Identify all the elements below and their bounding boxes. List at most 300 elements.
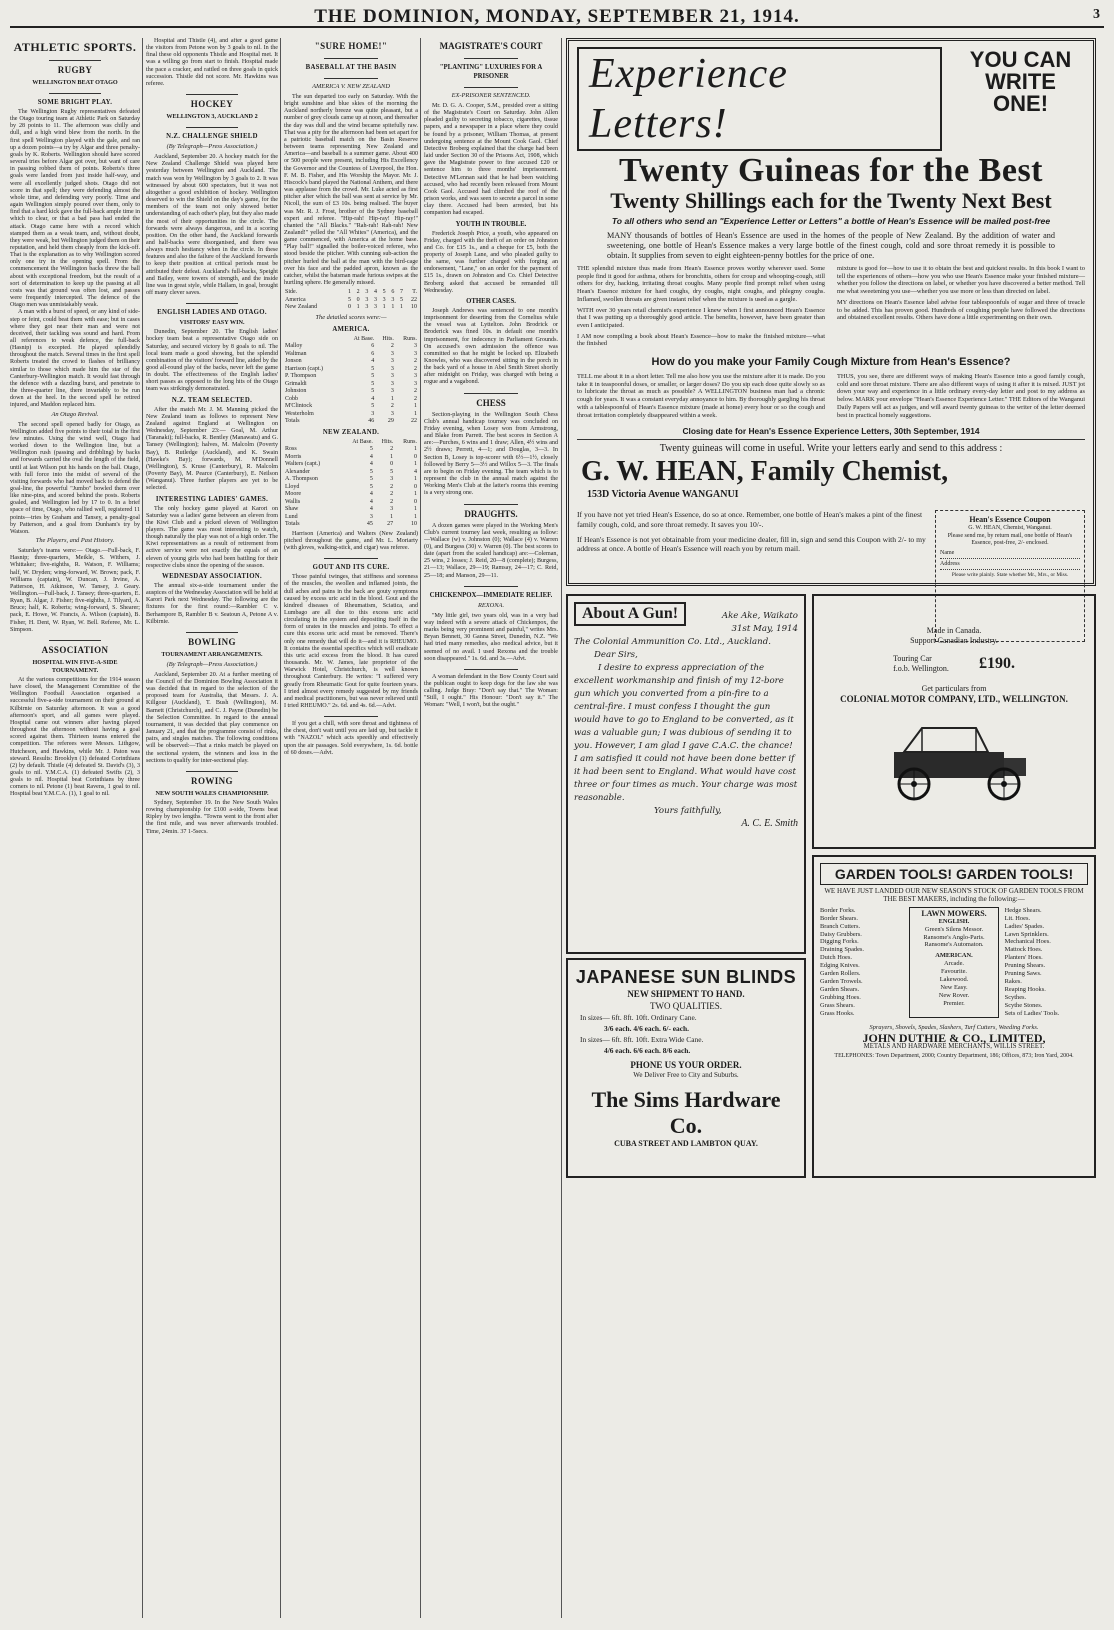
table-row [284,381,418,389]
list-item: Ladies' Spades. [1004,922,1045,930]
table-cell: Ross [285,446,297,453]
article-paragraph: The annual six-a-side tournament under the auspices of the Wednesday Association will be held at Karori Park next Wednesday. The following are the fixtures for the first round:—Rambler C v. Berhampore B, Rambler B v. Seatoun A, Petone A v. Kilbirnie. [146,582,278,625]
table-cell: 5 [369,446,373,453]
table-cell: 1 [391,304,395,311]
court-kicker: EX-PRISONER SENTENCED. [451,92,531,99]
association-heading: ASSOCIATION [41,644,109,655]
price-row: In sizes— 6ft. 8ft. 10ft. Extra Wide Cane. [580,1035,704,1044]
list-item: Sets of Ladies' Tools. [1004,1009,1060,1017]
article-paragraph: Mr. D. G. A. Cooper, S.M., presided over a sitting of the Magistrate's Court on Saturday. John Allen pleaded guilty to secreting tobacco, cigarettes, tissue papers, and a newspaper in a place where they could be found by a prisoner, William Thomas, at present undergoing sentence at the Mount Cook Gaol. Chief Detective Broberg explained that the charge had been laid under Section 30 of the Prisons Act, 1908, which gave the Magistrate power to fine accused £20 or sentence him to three months' imprisonment. Detective M'Lennan said that he had been watching accused, who had recently been released from Mount Cook Gaol. Accused had climbed the roof of the prison works, and was seen to secrete a parcel in some clay there. Accused had been arrested, but his companion had escaped. [424,103,558,217]
car-price: £190. [978,655,1015,672]
baseball-headline: "SURE HOME!" [314,41,388,51]
nz-team-heading: N.Z. TEAM SELECTED. [171,396,253,404]
table-cell: 2 [390,343,394,350]
list-item: Reaping Hooks. [1004,985,1046,993]
list-item: New Rover. [938,991,970,999]
ad-callout: PHONE US YOUR ORDER. [630,1060,742,1070]
table-cell: 0 [414,453,417,460]
list-item: Dutch Hoes. [820,954,852,962]
table-cell: 5 [371,373,375,380]
ad-headline: JAPANESE SUN BLINDS [575,967,797,987]
rowing-subheading: NEW SOUTH WALES CHAMPIONSHIP. [155,789,269,797]
ad-instruction: Twenty guineas will come in useful. Write your letters early and send to this address : [659,443,1003,455]
article-paragraph: Hospital and Thistle (4), and after a good game the visitors from Petone won by 3 goals to nil. In the final these old opponents Thistle and Hospital met. It was a willing go from start to finish. Hospital made the pace a cracker, and rattled on three goals in quick succession. Thistle did not score. Mr. Hawkins was referee. [146,38,278,87]
list-item: Mattock Hoes. [1004,946,1043,954]
article-paragraph: Harrison (America) and Walters (New Zealand) pitched throughout the game, and Mr. L. Moriarty (with gloves, walking-stick, and cigar) was referee. [284,530,418,552]
advertiser-name: The Sims Hardware Co. [591,1087,781,1138]
table-row [284,373,418,381]
ad-callout: YOU CAN [969,47,1072,72]
list-item: Lit. Hoes. [1004,914,1031,922]
list-item: Lawn Sprinklers. [1004,930,1049,938]
table-cell: 3 [390,350,394,357]
table-cell: Lloyd [285,483,300,490]
table-cell: 1 [390,453,394,460]
bowling-heading: BOWLING [188,636,236,647]
list-item: Branch Cutters. [820,922,861,930]
article-paragraph: Joseph Andrews was sentenced to one month's imprisonment for deserting from the Cornelius while the vessel was at Lyttelton. John Brodrick or Broderick was fined 10s. in default one month's imprisonment, for indecency in Parliament Grounds. On accused's own admission the offence was committed so that he might be locked up. Elizabeth Knowles, who was discovered sitting in the porch in the back yard of a house in Abel Smith Street shortly after midnight on Friday, was charged with being a rogue and a vagabond. [424,307,558,386]
ad-line: We Deliver Free to City and Suburbs. [633,1071,739,1079]
gout-heading: GOUT AND ITS CURE. [312,564,390,572]
table-cell: 1 [414,506,417,513]
article-paragraph: The only hockey game played at Karori on Saturday was a ladies' game between an eleven from the Kiwi Club and a picked eleven of Wellington players. The game was most interesting to watch, though naturally the play was not of a high order. The Kiwi representatives as a result of retirement from active service were not exactly the equals of an eleven of young girls who had been battling for their respective clubs since the opening of the season. [146,505,278,569]
table-cell: 1 [390,395,394,402]
article-paragraph: Auckland, September 20. At a further meeting of the Council of the Dominion Bowling Association it was decided that in regard to the selection of the proposed team for Australia, that Messrs. J. A. Killgour (Auckland), T. Bush (Wellington), M. Barnett (Christchurch), and C. J. Payne (Dunedin) be the Selection Committee. In regard to the annual tournament, it was decided that play commence on January 21, and that the programme consist of rinks, pairs, and singles matches. The following conditions will be observed:—That a rinks match be played on the sectional system, the winners and loss in the sections to qualify for inter-sectional play. [146,671,278,764]
list-item: Ransome's Automaton. [924,941,984,949]
ad-paragraph: TELL me about it in a short letter. Tell me also how you use the mixture after it is made. Do you take it in teaspoonful doses, or smaller, or larger doses? Do you sip each dose quite slowly so as to lubricate the throat as much as possible? A WELLINGTON business man had a chronic cough for years. It was a constant everyday annoyance to him. By thoroughly gargling his throat with a tablespoonful of Hean's Essence mixture (made at home) every hour or so the cough and throat irritation completely disappeared within a week. [577,373,825,419]
table-cell: 5 [371,380,375,387]
table-header: 1 [347,289,351,296]
advertiser-address: 153D Victoria Avenue WANGANUI [587,489,739,501]
table-cell: 6 [371,350,375,357]
list-item: Border Shears. [820,914,858,922]
table-cell: 3 [414,373,417,380]
mowers-american-heading: AMERICAN. [935,952,973,960]
nz-heading: NEW ZEALAND. [322,428,380,436]
table-cell: 2 [390,498,394,505]
section-heading: ATHLETIC SPORTS. [13,40,137,54]
table-cell: 1 [382,304,386,311]
table-cell: 2 [390,491,394,498]
chess-heading: CHESS [476,397,506,408]
table-row [284,304,418,312]
nz-batting-table [284,439,418,529]
table-row [284,366,418,374]
chickenpox-subheading: REXONA. [477,601,505,609]
list-item: Grubbing Hoes. [820,993,861,1001]
table-cell: 2 [390,483,394,490]
table-cell: 2 [390,446,394,453]
mowers-english-heading: ENGLISH. [938,917,970,925]
letter-signature: A. C. E. Smith [741,818,798,829]
ad-callout: WRITE ONE! [985,69,1056,116]
list-item: Border Forks. [820,906,856,914]
table-row [284,521,418,529]
letter-closing: Yours faithfully, [654,806,722,816]
table-cell: Cobb [285,395,299,402]
coupon-body: Please send me, by return mail, one bottle of Hean's Essence, post-free, 2/- enclosed. [947,532,1073,547]
article-paragraph: Dunedin, September 20. The English ladies' hockey team beat a representative Otago side on Saturday, and secured victory by 8 goals to nil. The local team made a good showing, but the splendid combination of the visitors' forward line, aided by the good all-round play of the backs, never left the game in doubt. The effectiveness of the English ladies' short passes as opposed to the long hits of the Otago team was strikingly demonstrated. [146,329,278,393]
ad-headline: Experience Letters! [577,47,942,151]
ad-lead-paragraph: MANY thousands of bottles of Hean's Essence are used in the homes of the people of New Zealand. By the addition of water and sweetening, one bottle of Hean's Essence makes a very large bottle of the finest cough, cold and sore throat remedy it is possible to obtain. It supplies from seven to eight eighteen-penny bottles for the price of one. [607,231,1055,260]
table-header: 5 [382,289,386,296]
table-row [284,461,418,469]
article-paragraph: Frederick Joseph Price, a youth, who appeared on Friday, charged with the theft of an order on Johnston and Co. for £15 1s., and a cheque for £5, both the property of Joseph Lane, and who pleaded guilty to the same, was further charged with forging an endorsement, "Lane," on an order for the payment of £15 1s., drawn on Johnston and Co. Chief Detective Broberg asked that accused be remanded till Wednesday. [424,230,558,294]
ad-subheading: WE HAVE JUST LANDED OUR NEW SEASON'S STOCK OF GARDEN TOOLS FROM THE BEST MAKERS, including the following:— [824,887,1084,903]
advertiser-name: JOHN DUTHIE & CO., LIMITED, [862,1031,1046,1046]
table-cell: 1 [414,446,417,453]
table-cell: 45 [366,521,373,528]
table-cell: 1 [414,410,417,417]
coupon-title: Hean's Essence Coupon [969,515,1051,525]
table-cell: 4 [369,506,373,513]
ad-qualities: TWO QUALITIES. [650,1001,722,1011]
table-cell: 27 [387,521,394,528]
advertiser-description: METALS AND HARDWARE MERCHANTS, WILLIS STREET. [863,1043,1045,1051]
list-item: Garden Rollers. [820,970,861,978]
sun-blinds-advertisement [566,958,806,1178]
coupon-address-label: Address [940,560,960,567]
list-item: Arcade. [943,960,965,968]
table-cell: 3 [365,304,369,311]
table-cell: 3 [390,358,394,365]
ladies-subheading: VISITORS' EASY WIN. [179,319,245,327]
list-item: Digging Forks. [820,938,859,946]
table-row [284,388,418,396]
ad-line: Support Canadian Industry. [910,636,998,645]
table-header [284,439,340,447]
list-item: Daisy Grubbers. [820,930,862,938]
table-row [284,358,418,366]
table-cell: Alexander [285,468,310,475]
table-header: 2 [356,289,360,296]
advertorial-paragraph: "My little girl, two years old, was in a very bad way indeed with a severe attack of Chickenpox, the marks being very prominent and painful," writes Mrs. Bryan Bennett, 30 Ganna Street, Dunedin, N.Z. "We had tried many remedies, also medical advice, but it seemed of no avail. I used Rexona and the trouble soon disappeared." 1s. 6d. and 3s.—Advt. [424,612,558,662]
table-header: 3 [365,289,369,296]
table-cell: 5 [347,296,351,303]
ad-paragraph: WITH over 30 years retail chemist's experience I knew when I first announced Hean's Essence that I was putting up a thoroughly good article. The benefits, however, have been greater than even I anticipated. [577,306,825,329]
otago-subheading: An Otago Revival. [51,410,99,418]
america-batting-table [284,336,418,426]
coupon-address-field[interactable] [940,561,1080,570]
hean-essence-advertisement [566,38,1096,586]
letter-date: 31st May, 1914 [731,624,798,634]
table-row [284,403,418,411]
table-cell: 1 [400,304,404,311]
table-header: 7 [400,289,404,296]
lawn-mowers-box [909,907,998,1018]
ad-paragraph: If you have not yet tried Hean's Essence, do so at once. Remember, one bottle of Hean's makes a pint of the finest family cough, cold, and sore throat remedy. It saves you 10/-. [577,510,923,529]
list-item: Favourite. [940,968,968,976]
table-row [284,297,418,305]
table-cell: Jonson [285,358,302,365]
table-cell: 4 [414,468,417,475]
ad-headline: GARDEN TOOLS! GARDEN TOOLS! [820,863,1088,885]
table-cell: 1 [414,476,417,483]
column-hockey [146,38,278,1618]
table-cell: 3 [390,373,394,380]
baseball-kicker: AMERICA V. NEW ZEALAND [312,83,390,90]
table-cell: 10 [411,521,417,528]
list-item: Ransome's Anglo-Paris. [923,933,985,941]
mowers-american-list [912,960,995,1007]
list-item: Pruning Shears. [1004,962,1046,970]
coupon-name-field[interactable] [940,550,1080,559]
table-row [284,476,418,484]
table-cell: 3 [369,513,373,520]
column-court [424,38,558,1618]
table-cell: 29 [387,418,394,425]
list-item: Lakewood. [939,976,969,984]
table-cell: 22 [411,296,417,303]
table-cell: Wallis [285,498,301,505]
car-model: Touring Car [893,654,932,663]
table-row [284,469,418,477]
list-item: Planters' Hoes. [1004,954,1043,962]
advertiser-address: CUBA STREET AND LAMBTON QUAY. [614,1139,758,1148]
letter-salutation: Dear Sirs, [594,650,638,660]
table-cell: Westerholm [285,410,314,417]
table-cell: 2 [414,395,417,402]
hockey-heading: HOCKEY [190,99,234,110]
table-header: Side. [285,289,298,296]
table-cell: 4 [369,498,373,505]
table-cell: 0 [390,461,394,468]
column-divider [420,38,421,1618]
article-paragraph: A dozen games were played in the Working Men's Club's current tourney last week, resulting as follow:—Wallace (w) v. Johnston (0); Wallace (4) v. Warren (0), and Burgess (30) v. Warren (0). The best scores to date (apart from the scaled handicap) are:—Coleman, 25 wins, 2 losses; J. Reid, 20—8 (complete); Burgess, 21—13; Wallace, 29—19; Ramsay, 24—17; C. Reid, 25—18; and Manson, 29—11. [424,522,558,579]
table-cell: 2 [414,365,417,372]
coupon-recipient: G. W. HEAN, Chemist, Wanganui. [968,525,1052,532]
america-heading: AMERICA. [332,325,370,333]
table-cell: 3 [390,506,394,513]
table-row [284,418,418,426]
table-cell: 4 [369,491,373,498]
table-cell: Grimaldi [285,380,307,387]
table-row [284,351,418,359]
ad-line: Get particulars from [921,684,987,693]
car-illustration [864,710,1044,810]
baseball-subheading: BASEBALL AT THE BASIN [305,64,397,71]
table-cell: 0 [356,296,360,303]
ad-question: How do you make your Family Cough Mixture from Hean's Essence? [651,356,1011,369]
table-cell: 5 [369,476,373,483]
advertiser-name: G. W. HEAN, Family Chemist, [581,456,949,488]
hockey-subheading: WELLINGTON 3, AUCKLAND 2 [166,113,258,121]
table-row [284,343,418,351]
car-dealer: COLONIAL MOTOR COMPANY, LTD., WELLINGTON. [840,694,1068,704]
table-header: 4 [374,289,377,296]
article-paragraph: Section-playing in the Wellington South Chess Club's annual handicap tourney was concluded on Friday evening, when Losey won from Armstrong, and Blake from Parrett. The best scores in Section A are:—Purches, 6 wins and 1 draw; Allen, 4½ wins and 2½ draws; Perrett, 4—1; and Douglas, 3—3. In Section B, Losey is top-scorer with 6½—1½, closely followed by Berry 5—3½ and Willox 5—3. The finals are to begin on Friday evening. The team which is to represent the club in the annual match against the Working Men's Club at the latter's rooms this evening is a very strong one. [424,411,558,497]
table-row [284,411,418,419]
mowers-heading: LAWN MOWERS. [921,908,987,918]
column-divider [280,38,281,1618]
ad-paragraph: If Hean's Essence is not yet obtainable from your medicine dealer, fill in, sign and send this Coupon with 2/- to my address at once. A bottle of Hean's Essence will reach you by return mail. [577,535,926,554]
letter-recipient: The Colonial Ammunition Co. Ltd., Auckland. [574,637,771,647]
newspaper-title: THE DOMINION, MONDAY, SEPTEMBER 21, 1914. [314,6,800,27]
table-cell: 3 [390,365,394,372]
article-paragraph: A woman defendant in the Bow County Court said the publican ought to keep dogs for the law she was calling. Judge Bray: "Don't say that." The Woman: "Still, I ought." His Honour: "Don't say it." The Woman: "Well, I won't, but the ought." [424,673,558,709]
ladies-games-heading: INTERESTING LADIES' GAMES. [155,495,269,503]
ad-paragraph: mixture is good for—how to use it to obtain the best and quickest results. In this book I want to tell the experiences of others—how you who use Hean's Essence make your finished mixture—whether you follow the directions on label, or whether you have discovered a better method. Tell me what sweetening you use—whether you use more or less than directed on label. [837,265,1085,296]
ladies-heading: ENGLISH LADIES AND OTAGO. [157,309,267,317]
masthead [10,6,1104,28]
table-cell: Johnston [285,388,307,395]
table-row [284,499,418,507]
ad-subheading: NEW SHIPMENT TO HAND. [627,989,745,999]
table-cell: 1 [414,461,417,468]
column-divider [561,38,562,1618]
table-cell: 3 [414,343,417,350]
table-cell: 3 [374,296,377,303]
table-cell: Totals [285,418,300,425]
detailed-scores-label: The detailed scores were:— [315,313,387,321]
table-cell: 10 [411,304,417,311]
table-cell: Walters (capt.) [285,461,321,468]
ad-headline: About A Gun! [574,602,686,626]
table-cell: 4 [371,358,375,365]
table-cell: 2 [390,403,394,410]
table-header: 6 [391,289,395,296]
list-item: Premier. [943,999,965,1007]
advertorial-paragraph: If you get a chill, with sore throat and tightness of the chest, don't wait until you are laid up, but tackle it with "NAZOL" which acts speedily and effectively upon the air passages. Sold everywhere, 1s. 6d. bottle of 60 doses.—Advt. [284,721,418,756]
letter-place: Ake Ake, Waikato [721,611,798,621]
table-header: T. [412,289,417,296]
tool-list-right [1005,907,1088,1018]
table-cell: 0 [347,304,351,311]
list-item: New Easy. [940,983,968,991]
list-item: Draining Spades. [820,946,865,954]
table-cell: 4 [369,453,373,460]
table-cell: 22 [411,418,417,425]
list-item: Grass Shears. [820,1001,855,1009]
ad-line: Made in Canada. [926,626,982,635]
tool-list-left [820,907,903,1018]
ad-also-line: Sprayers, Shovels, Spades, Slashers, Turf Cutters, Weeding Forks. [869,1023,1039,1031]
table-cell: P. Thompson [285,373,317,380]
hockey-kicker: N.Z. CHALLENGE SHIELD [166,133,258,141]
article-paragraph: The second spell opened badly for Otago, as Wellington added five points to their total in the first few minutes. Using the wind well, Otago had worked down to the Wellington line, but a Wellington rush (passing and dribbling) by backs and forwards carried the oval the length of the field, until at last Wilson put his hands on the ball. Otago, with full force into the midst of several of the visiting forwards who had moved back to defend the goal-line, the powerful "Jumbo" bowled them over like nine-pins, and scored behind the posts. Roberts goaled, and Wellington led by 17 to 0. In a brief space of time, Otago, who rallied well, registered 11 points—tries by Graham and Tansey, a penalty-goal by Patterson, and a goal from Dunham's try by Watson. [10,421,140,535]
table-cell: 1 [414,513,417,520]
rugby-subheading: WELLINGTON BEAT OTAGO [32,79,118,86]
article-paragraph: After the match Mr. J. M. Manning picked the New Zealand team as follows to represent New Zealand against England at Wellington on Wednesday, September 23:— Goal, M. Arthur (Taranaki); full-backs, R. Bentley (Manawatu) and G. Tansey (Wellington); halves, M. Malcolm (Poverty Bay), B. Rutledge (Auckland), and K. Swain (Hawke's Bay); forwards, M. M'Donnell (Wellington), S. Kruse (Canterbury), R. Malcolm (Poverty Bay), M. Pearce (Canterbury), E. Neilson (Wanganui). Three further players are yet to be selected. [146,406,278,492]
table-cell: 3 [390,476,394,483]
letter-body: I desire to express appreciation of the excellent workmanship and finish of my 12-bore gun which you converted from a pin-fire to a central-fire. I must confess I thought the gun would have to go to England to be converted, as it was a valuable gun; I was dubious of sending it to you. However, I am glad I gave C.A.C. the chance! I am satisfied it could not have been done better if it had been sent to England. What would have cost three or four times as much. Your charge was most reasonable. [574,663,798,803]
association-subheading: HOSPITAL WIN FIVE-A-SIDE TOURNAMENT. [32,658,118,674]
chickenpox-heading: CHICKENPOX—IMMEDIATE RELIEF. [429,591,553,599]
youth-heading: YOUTH IN TROUBLE. [455,220,527,228]
table-header: Runs. [403,438,417,445]
court-subheading: "PLANTING" LUXURIES FOR A PRISONER [439,64,543,80]
table-cell: 3 [414,350,417,357]
table-row [284,491,418,499]
mowers-english-list [912,926,995,950]
table-cell: 5 [371,403,375,410]
table-cell: 3 [391,296,395,303]
table-header: At Base. [353,335,375,342]
table-cell: 4 [371,395,375,402]
table-row [284,396,418,404]
list-item: Scythe Stones. [1004,1001,1043,1009]
table-cell: 5 [371,388,375,395]
ford-car-advertisement [812,594,1096,849]
list-item: Grass Hooks. [820,1009,855,1017]
list-item: Garden Shears. [820,985,860,993]
article-paragraph: At the various competitions for the 1914 season have closed, the Management Committee of the Wellington Football Association organised a successful five-a-side tournament on their ground at Kilbirnie on Saturday afternoon. It was a good afternoon's sport, and all games were played. Hospital came out winners after having played throughout the afternoon without having a goal scored against them. Thirteen teams entered the competition. The referees were Messrs. Lithgow, Hutcheson, and Hawkins, while Mr. J. Paton was steward. Results: Brooklyn (1) defeated Corinthians (2) by default. Thistle (4) defeated St. David's (3), 3 goals to nil. Y.M.C.A. (1) defeated Swifts (2), 3 goals to nil. Hospital beat Corinthians by three corners to nil. Petone (1) beat Ravens, 1 goal to nil. Hospital beat Y.M.C.A. (1), 1 goal to nil. [10,676,140,798]
table-cell: 3 [390,380,394,387]
table-cell: 1 [414,491,417,498]
table-cell: Malloy [285,343,303,350]
ad-paragraph: MY directions on Hean's Essence label advise four tablespoonfuls of sugar and three of treacle to be added. This has proven good. Hundreds of coughing people have followed the directions and obtained excellent results. Others have done a little experimenting on their own. [837,298,1085,322]
price-row: 4/6 each. 6/6 each. 8/6 each. [604,1046,691,1055]
court-headline: MAGISTRATE'S COURT [439,41,543,51]
table-cell: 3 [414,380,417,387]
table-cell: Moore [285,491,301,498]
table-cell: 5 [390,468,394,475]
bowling-subheading: TOURNAMENT ARRANGEMENTS. [161,650,263,658]
table-cell: 3 [390,388,394,395]
table-cell: M'Clintock [285,403,313,410]
table-header: Runs. [403,335,417,342]
table-header: At Base. [352,438,373,445]
table-cell: 4 [369,461,373,468]
column-divider [142,38,143,1618]
table-cell: 2 [414,388,417,395]
list-item: Hedge Shears. [1004,906,1042,914]
ad-closing-date: Closing date for Hean's Essence Experience Letters, 30th September, 1914 [577,426,1085,440]
table-cell: 3 [365,296,369,303]
table-cell: 6 [371,343,375,350]
page-number: 3 [1093,7,1100,22]
list-item: Garden Trowels. [820,977,863,985]
table-cell: 1 [414,403,417,410]
table-header: Hits. [382,335,394,342]
ad-prize-line: Twenty Shillings each for the Twenty Next Best [610,188,1052,213]
table-cell: 5 [369,483,373,490]
ad-paragraph: THUS, you see, there are different ways of making Hean's Essence into a good family cough, cold and sore throat mixture. There are also different ways of using it after it is mixed. JUST jot down your way and experience in a little ordinary every-day letter and post to my address as below. MARK your envelope "Hean's Essence Experience Letter." THE Editors of the Wanganui Daily Papers will act as judges, and will award twenty guineas to the writer of the letter deemed best in practical homely suggestions. [837,373,1085,419]
ad-tagline: To all others who send an "Experience Letter or Letters" a bottle of Hean's Essence will be mailed post-free [611,216,1051,226]
list-item: Green's Silens Messor. [924,925,984,933]
other-cases-heading: OTHER CASES. [466,297,516,305]
table-cell: 5 [400,296,404,303]
price-row: 3/6 each. 4/6 each. 6/- each. [604,1024,689,1033]
table-row [284,484,418,492]
advertorial-paragraph: Those painful twinges, that stiffness and soreness of the muscles, the swollen and inflamed joints, the dull aches and pains in the back are gouty symptoms caused by excess uric acid in the blood. Gout and the kindred diseases of Rheumatism, Sciatica, and Lumbago are all due to this excess uric acid circulating in the system and depositing itself in the form of urates in the muscles and joints. To effect a cure this excess uric acid must be removed. There's only one remedy that will do it—and it is RHEUMO. It contains the essential specifics which will eradicate this uric acid excess from the blood. It has cured thousands. Mr. W. James, late proprietor of the Warwick Hotel, Christchurch, is well known throughout Canterbury. He writes: "I suffered very greatly from Rheumatic Gout for quite fourteen years. I tried almost every remedy suggested by my friends and medical practitioners, but was never relieved until I tried RHEUMO." 2s. 6d. and 4s. 6d.—Advt. [284,574,418,709]
table-cell: 46 [368,418,375,425]
column-sports [10,38,140,1618]
table-cell: 3 [382,296,386,303]
article-paragraph: Saturday's teams were:— Otago.—Full-back, F. Hasnip; three-quarters, Meikle, S. Withers, J. Whittaker; five-eighths, R. Watson, F. Williams; half, W. Dryden; wing-forward, W. Brown; pack, F. Williams (captain), W. Duncan, J. Irvine, A. Patterson, H. Atkinson, W. Tansey, J. Geary. Wellington.—Full-back, J. Tansey; three-quarters, E. Ryan, B. Algar, J. Fisher; five-eighths, J. Tilyard, A. Bruce; half, K. Roberts; wing-forward, S. Shearer; pack, E. Howe, W. Francis, A. Wilson (captain), B. Fisher, H. Dent, W. Ryan, W. Bell. Referee, Mr. L. Simpson. [10,548,140,633]
table-cell: New Zealand [285,304,318,311]
table-cell: 5 [371,365,375,372]
table-header: Hits. [381,438,394,445]
table-cell: 5 [369,468,373,475]
ad-prize-line: Twenty Guineas for the Best [618,152,1043,189]
ad-paragraph: THE splendid mixture thus made from Hean's Essence proves worthy wherever used. Some people find it good for asthma, others for bronchitis, others for croup and whooping-cough, still others for dry, hacking, irritating throat coughs. Many people find prompt relief when using Hean's Essence mixture for hard coughs, dry coughs, night coughs, and phlegmy coughs. Inflamed, swollen throats are given instant relief when the mixture is used as a gargle. [577,265,825,303]
table-row [284,514,418,522]
table-cell: A. Thompson [285,476,318,483]
table-cell: Lund [285,513,298,520]
list-item: Edging Knives. [820,962,860,970]
table-cell: 0 [414,483,417,490]
coupon-note: Please write plainly. State whether Mr., Mrs., or Miss. [951,571,1069,578]
rowing-heading: ROWING [191,775,233,786]
list-item: Pruning Saws. [1004,970,1042,978]
table-cell: Totals [285,521,300,528]
column-baseball [284,38,418,1618]
article-paragraph: The sun departed too early on Saturday. With the bright sunshine and blue skies of the morning the Auckland northerly breeze was quite pleasant, but a number of grey clouds came up at noon, and thereafter the day was dull and the wind became spitefully raw. That was a pity for the afternoon had been set apart for a patriotic baseball match on the Basin Reserve between teams representing New Zealand and America—and baseball is a summer game. About 400 or 500 people were present, including His Excellency the Governor and the Countess of Liverpool, the Hon. F. M. B. Fisher, and His Worship the Mayor. Mr. J. Hiscock's band played the National Anthem, and there was applause from the crowd. Mr. Luke acted as first pitcher after which the ball was sent at service by Mr. Nicoll, the sum of £3 10s. being realised. The buyer was Mr. R. J. Frost, brother of the Sydney baseball expert and referee. "Hip-rah! Hip-ray! Hip-ray!" chanted the "All Blacks." "Rah-rah! Rah-rah! New Zealand!" yelled the "All Whites" (America), and the game commenced, with America at the home base. "Play ball!" signalled the boiler-voiced referee, who stood beside the pitcher. With cunning sub-action the pitcher hurled the ball at the man with the bird-cage over his face and the padded apron, known as the catcher, whilst the batsman made furious swipes at the hurtling sphere. He generally missed. [284,94,418,287]
table-row [284,506,418,514]
article-paragraph: Sydney, September 19. In the New South Wales rowing championship for £100 a-side, Towns beat Ripley by two lengths. "Towns went to the front after the first mile, and was never afterwards troubled. Time, 24min. 37 1-5secs. [146,799,278,835]
table-cell: 3 [371,410,375,417]
